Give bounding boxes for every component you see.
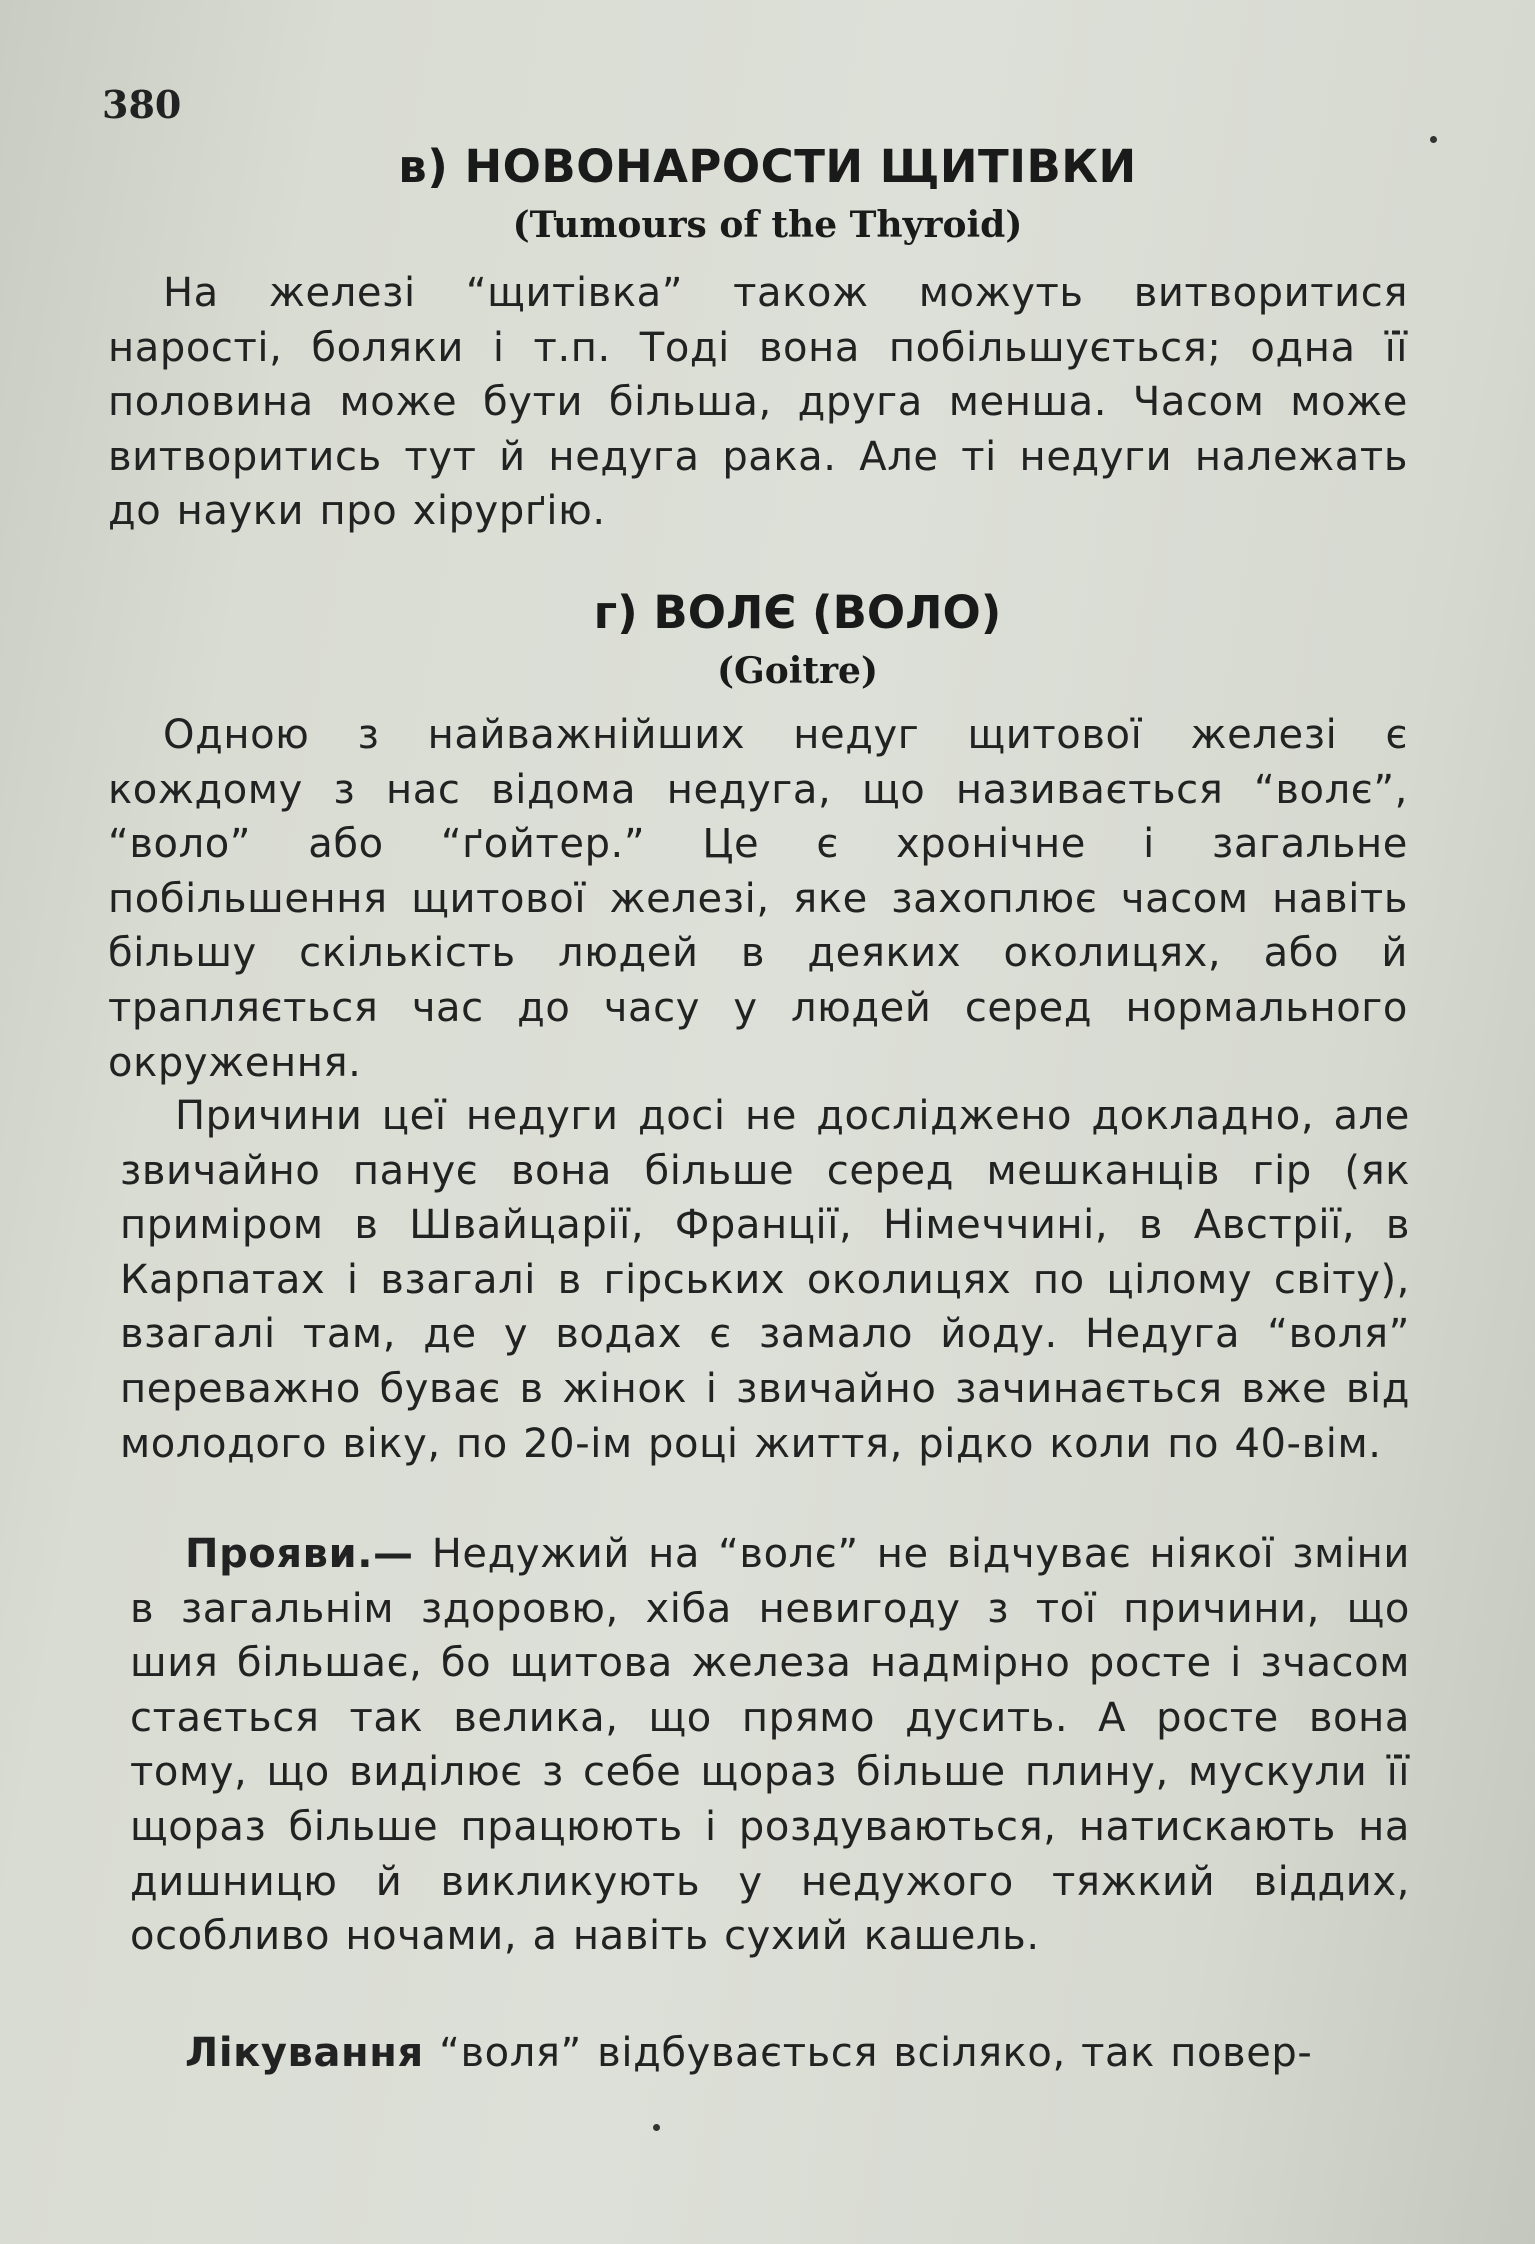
print-speck	[1430, 136, 1437, 143]
section-c-subtitle: (Tumours of the Thyroid)	[512, 204, 1023, 246]
section-c-paragraph: На железі “щитівка” також можуть витворитися наростi, боляки і т.п. Тоді вона побільшується; одна її половина може бути більша, друга менша. Часом може витворитись тут й недуга рака. Але ті недуги належать до науки про хірурґію.	[108, 270, 1408, 535]
treatment-text: “воля” відбувається всіляко, так повер-	[423, 2030, 1313, 2076]
section-d-title: г) ВОЛЄ (ВОЛО)	[593, 586, 1002, 639]
symptoms-label: Прояви.—	[185, 1531, 414, 1577]
treatment-label: Лікування	[185, 2030, 424, 2076]
section-d-paragraph-2: Причини цеї недуги досі не досліджено докладно, але звичайно панує вона більше серед мешканців гір (як приміром в Швайцарії, Франції, Німеччині, в Австрії, в Карпатах і взагалі в гірських околицях по цілому світу), взагалі там, де у водах є замало йоду. Недуга “воля” переважно буває в жінок і звичайно зачинається вже від молодого віку, по 20-ім році життя, рідко коли по 40-вім.	[120, 1093, 1410, 1467]
symptoms-paragraph	[130, 1527, 1410, 1964]
section-c-title: в) НОВОНАРОСТИ ЩИТІВКИ	[398, 140, 1137, 193]
treatment-paragraph	[130, 2026, 1410, 2081]
print-speck	[653, 2124, 660, 2131]
section-d-paragraph-1: Одною з найважнійших недуг щитової железі є кождому з нас відома недуга, що називається “волє”, “воло” або “ґойтер.” Це є хронічне і загальне побільшення щитової железі, яке захоплює часом навіть більшу скількість людей в деяких околицях, або й трапляється час до часу у людей серед нормального окруження.	[108, 712, 1408, 1086]
section-d-subtitle: (Goitre)	[717, 650, 878, 692]
page-number: 380	[102, 82, 182, 127]
symptoms-text: Недужий на “волє” не відчуває ніякої зміни в загальнім здоровю, хіба невигоду з тої причини, що шия більшає, бо щитова железа надмірно росте і зчасом стається так велика, що прямо дусить. А росте вона тому, що виділює з себе щораз більше плину, мускули її щораз більше працюють і роздуваються, натискають на дишницю й викликують у недужого тяжкий віддих, особливо ночами, а навіть сухий кашель.	[130, 1531, 1410, 1960]
